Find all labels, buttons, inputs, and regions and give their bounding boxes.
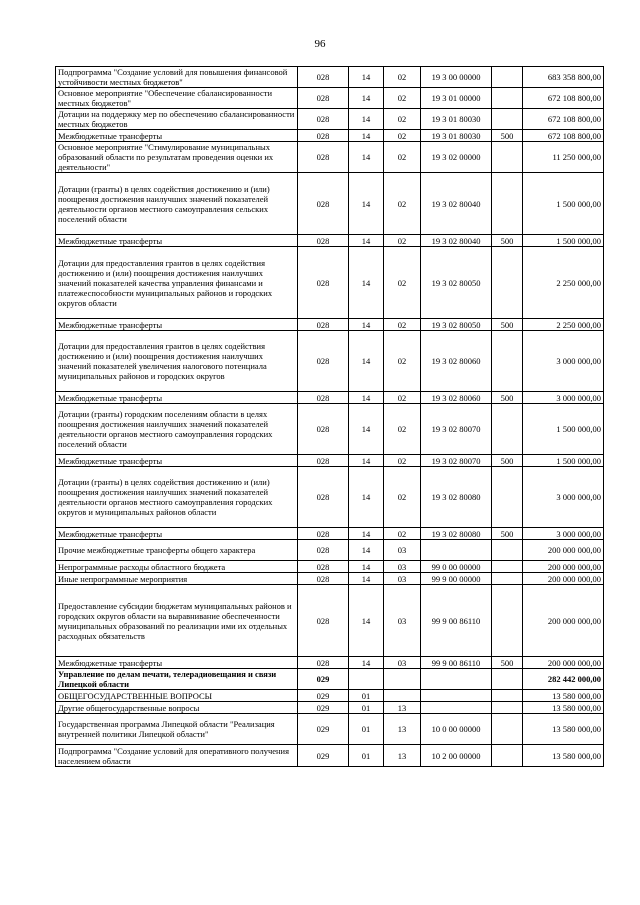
row-section-code: 14: [349, 173, 384, 235]
row-expense-type-code: [492, 690, 523, 702]
row-target-article-code: [421, 702, 492, 714]
row-target-article-code: [421, 690, 492, 702]
row-expense-type-code: 500: [492, 130, 523, 142]
row-ved-code: 029: [298, 714, 349, 745]
row-expense-type-code: 500: [492, 319, 523, 331]
row-section-code: 14: [349, 247, 384, 319]
row-section-code: 14: [349, 88, 384, 109]
row-expense-type-code: [492, 585, 523, 657]
row-ved-code: 028: [298, 67, 349, 88]
table-row: [56, 455, 604, 467]
row-subsection-code: 03: [384, 573, 421, 585]
row-subsection-code: [384, 669, 421, 690]
row-subsection-code: 02: [384, 467, 421, 528]
row-ved-code: 029: [298, 690, 349, 702]
row-section-code: 14: [349, 528, 384, 540]
table-row: [56, 173, 604, 235]
row-amount: 2 250 000,00: [523, 319, 604, 331]
row-target-article-code: 99 9 00 86110: [421, 657, 492, 669]
row-amount: 672 108 800,00: [523, 109, 604, 130]
table-row: [56, 404, 604, 455]
row-amount: 672 108 800,00: [523, 130, 604, 142]
row-amount: 3 000 000,00: [523, 528, 604, 540]
row-target-article-code: 19 3 02 80070: [421, 455, 492, 467]
row-expense-type-code: [492, 173, 523, 235]
row-name: Иные непрограммные мероприятия: [56, 573, 298, 585]
row-section-code: 14: [349, 404, 384, 455]
row-target-article-code: 99 0 00 00000: [421, 561, 492, 573]
row-subsection-code: 02: [384, 130, 421, 142]
row-expense-type-code: [492, 467, 523, 528]
row-ved-code: 028: [298, 540, 349, 561]
row-amount: 200 000 000,00: [523, 540, 604, 561]
row-amount: 1 500 000,00: [523, 235, 604, 247]
row-expense-type-code: [492, 247, 523, 319]
row-ved-code: 028: [298, 657, 349, 669]
row-name: Дотации (гранты) в целях содействия достижению и (или) поощрения достижения наилучших значений показателей деятельности органов местного самоуправления сельских поселений области: [56, 173, 298, 235]
row-target-article-code: [421, 540, 492, 561]
row-ved-code: 028: [298, 404, 349, 455]
row-section-code: 14: [349, 540, 384, 561]
row-section-code: 14: [349, 235, 384, 247]
row-section-code: 14: [349, 130, 384, 142]
table-row: [56, 142, 604, 173]
table-row: [56, 561, 604, 573]
row-amount: 1 500 000,00: [523, 173, 604, 235]
table-row: [56, 714, 604, 745]
row-name: Другие общегосударственные вопросы: [56, 702, 298, 714]
table-row: [56, 331, 604, 392]
row-ved-code: 028: [298, 130, 349, 142]
row-name: Дотации (гранты) в целях содействия достижению и (или) поощрения достижения наилучших значений показателей деятельности органов местного самоуправления городских округов и муниципальных районов области: [56, 467, 298, 528]
row-target-article-code: 19 3 00 00000: [421, 67, 492, 88]
row-subsection-code: 02: [384, 173, 421, 235]
table-row: [56, 540, 604, 561]
row-expense-type-code: 500: [492, 392, 523, 404]
table-row: [56, 109, 604, 130]
row-name: Непрограммные расходы областного бюджета: [56, 561, 298, 573]
row-subsection-code: 03: [384, 657, 421, 669]
row-ved-code: 028: [298, 247, 349, 319]
row-name: Межбюджетные трансферты: [56, 528, 298, 540]
row-section-code: 14: [349, 142, 384, 173]
row-section-code: 14: [349, 331, 384, 392]
row-expense-type-code: [492, 714, 523, 745]
row-subsection-code: 02: [384, 455, 421, 467]
row-name: Государственная программа Липецкой области "Реализация внутренней политики Липецкой области": [56, 714, 298, 745]
row-ved-code: 028: [298, 455, 349, 467]
row-amount: 3 000 000,00: [523, 392, 604, 404]
row-expense-type-code: [492, 573, 523, 585]
row-target-article-code: 19 3 02 80040: [421, 235, 492, 247]
table-row: [56, 657, 604, 669]
row-section-code: 01: [349, 690, 384, 702]
row-name: Межбюджетные трансферты: [56, 392, 298, 404]
row-amount: 683 358 800,00: [523, 67, 604, 88]
row-target-article-code: 19 3 02 80050: [421, 319, 492, 331]
row-expense-type-code: [492, 669, 523, 690]
row-target-article-code: 19 3 02 80060: [421, 392, 492, 404]
row-subsection-code: 02: [384, 142, 421, 173]
row-name: Прочие межбюджетные трансферты общего характера: [56, 540, 298, 561]
row-ved-code: 029: [298, 669, 349, 690]
row-section-code: 14: [349, 585, 384, 657]
row-subsection-code: 02: [384, 331, 421, 392]
row-subsection-code: 02: [384, 247, 421, 319]
row-target-article-code: [421, 669, 492, 690]
row-amount: 13 580 000,00: [523, 714, 604, 745]
table-row: [56, 528, 604, 540]
row-name: Управление по делам печати, телерадиовещания и связи Липецкой области: [56, 669, 298, 690]
row-ved-code: 028: [298, 331, 349, 392]
budget-table-body: [56, 67, 604, 767]
row-ved-code: 028: [298, 392, 349, 404]
row-section-code: 14: [349, 657, 384, 669]
row-amount: 3 000 000,00: [523, 467, 604, 528]
row-target-article-code: 19 3 02 80070: [421, 404, 492, 455]
table-row: [56, 702, 604, 714]
row-ved-code: 028: [298, 235, 349, 247]
row-section-code: 14: [349, 467, 384, 528]
row-ved-code: 028: [298, 319, 349, 331]
row-target-article-code: 19 3 01 80030: [421, 109, 492, 130]
row-subsection-code: [384, 690, 421, 702]
row-subsection-code: 02: [384, 404, 421, 455]
row-expense-type-code: [492, 142, 523, 173]
row-section-code: [349, 669, 384, 690]
row-amount: 13 580 000,00: [523, 745, 604, 767]
row-expense-type-code: [492, 404, 523, 455]
row-name: Межбюджетные трансферты: [56, 657, 298, 669]
row-expense-type-code: 500: [492, 235, 523, 247]
table-row: [56, 130, 604, 142]
row-name: ОБЩЕГОСУДАРСТВЕННЫЕ ВОПРОСЫ: [56, 690, 298, 702]
row-amount: 1 500 000,00: [523, 404, 604, 455]
row-ved-code: 028: [298, 142, 349, 173]
row-expense-type-code: [492, 540, 523, 561]
row-target-article-code: 19 3 02 80060: [421, 331, 492, 392]
row-amount: 1 500 000,00: [523, 455, 604, 467]
row-name: Межбюджетные трансферты: [56, 235, 298, 247]
row-ved-code: 028: [298, 109, 349, 130]
row-amount: 282 442 000,00: [523, 669, 604, 690]
page-number: 96: [314, 38, 326, 50]
row-subsection-code: 02: [384, 319, 421, 331]
row-subsection-code: 13: [384, 702, 421, 714]
table-row: [56, 573, 604, 585]
table-row: [56, 67, 604, 88]
row-subsection-code: 02: [384, 528, 421, 540]
row-target-article-code: 99 9 00 86110: [421, 585, 492, 657]
row-ved-code: 028: [298, 88, 349, 109]
row-amount: 11 250 000,00: [523, 142, 604, 173]
row-section-code: 14: [349, 109, 384, 130]
row-subsection-code: 03: [384, 585, 421, 657]
row-expense-type-code: 500: [492, 528, 523, 540]
row-ved-code: 028: [298, 561, 349, 573]
row-name: Межбюджетные трансферты: [56, 455, 298, 467]
table-row: [56, 669, 604, 690]
row-expense-type-code: [492, 702, 523, 714]
row-name: Дотации для предоставления грантов в целях содействия достижению и (или) поощрения достижения наилучших значений показателей качества управления финансами и платежеспособности муниципальных районов и городских округов области: [56, 247, 298, 319]
row-subsection-code: 02: [384, 67, 421, 88]
row-ved-code: 028: [298, 585, 349, 657]
row-section-code: 14: [349, 455, 384, 467]
row-target-article-code: 10 0 00 00000: [421, 714, 492, 745]
table-row: [56, 467, 604, 528]
row-name: Основное мероприятие "Стимулирование муниципальных образований области по результатам проведения оценки их деятельности": [56, 142, 298, 173]
row-name: Основное мероприятие "Обеспечение сбалансированности местных бюджетов": [56, 88, 298, 109]
row-ved-code: 028: [298, 173, 349, 235]
table-row: [56, 247, 604, 319]
row-subsection-code: 03: [384, 561, 421, 573]
row-amount: 200 000 000,00: [523, 657, 604, 669]
row-amount: 200 000 000,00: [523, 573, 604, 585]
row-amount: 200 000 000,00: [523, 561, 604, 573]
table-row: [56, 88, 604, 109]
row-name: Подпрограмма "Создание условий для повышения финансовой устойчивости местных бюджетов": [56, 67, 298, 88]
table-row: [56, 319, 604, 331]
row-ved-code: 028: [298, 528, 349, 540]
row-expense-type-code: [492, 561, 523, 573]
row-target-article-code: 19 3 02 80080: [421, 467, 492, 528]
row-target-article-code: 19 3 02 80050: [421, 247, 492, 319]
row-expense-type-code: 500: [492, 657, 523, 669]
row-subsection-code: 02: [384, 235, 421, 247]
row-section-code: 14: [349, 319, 384, 331]
row-ved-code: 028: [298, 573, 349, 585]
row-expense-type-code: [492, 67, 523, 88]
row-subsection-code: 02: [384, 109, 421, 130]
row-subsection-code: 13: [384, 714, 421, 745]
row-amount: 2 250 000,00: [523, 247, 604, 319]
row-expense-type-code: [492, 88, 523, 109]
row-subsection-code: 02: [384, 392, 421, 404]
row-section-code: 14: [349, 392, 384, 404]
row-amount: 13 580 000,00: [523, 690, 604, 702]
row-expense-type-code: 500: [492, 455, 523, 467]
row-section-code: 01: [349, 702, 384, 714]
row-target-article-code: 10 2 00 00000: [421, 745, 492, 767]
row-ved-code: 029: [298, 702, 349, 714]
row-ved-code: 028: [298, 467, 349, 528]
table-row: [56, 690, 604, 702]
row-amount: 200 000 000,00: [523, 585, 604, 657]
row-section-code: 14: [349, 67, 384, 88]
row-target-article-code: 99 9 00 00000: [421, 573, 492, 585]
row-section-code: 01: [349, 714, 384, 745]
row-subsection-code: 02: [384, 88, 421, 109]
row-subsection-code: 13: [384, 745, 421, 767]
row-name: Подпрограмма "Создание условий для оперативного получения населением области: [56, 745, 298, 767]
row-amount: 13 580 000,00: [523, 702, 604, 714]
row-name: Межбюджетные трансферты: [56, 319, 298, 331]
row-target-article-code: 19 3 01 00000: [421, 88, 492, 109]
row-expense-type-code: [492, 331, 523, 392]
row-ved-code: 029: [298, 745, 349, 767]
table-row: [56, 235, 604, 247]
row-target-article-code: 19 3 02 00000: [421, 142, 492, 173]
row-amount: 672 108 800,00: [523, 88, 604, 109]
row-name: Дотации для предоставления грантов в целях содействия достижению и (или) поощрения достижения наилучших значений показателей увеличения налогового потенциала муниципальных районов и городских округов: [56, 331, 298, 392]
row-section-code: 14: [349, 561, 384, 573]
row-section-code: 01: [349, 745, 384, 767]
row-name: Межбюджетные трансферты: [56, 130, 298, 142]
row-name: Предоставление субсидии бюджетам муниципальных районов и городских округов области на выравнивание обеспеченности муниципальных образований по реализации ими их отдельных расходных обязательств: [56, 585, 298, 657]
row-target-article-code: 19 3 01 80030: [421, 130, 492, 142]
row-subsection-code: 03: [384, 540, 421, 561]
row-expense-type-code: [492, 745, 523, 767]
row-expense-type-code: [492, 109, 523, 130]
row-amount: 3 000 000,00: [523, 331, 604, 392]
table-row: [56, 585, 604, 657]
row-name: Дотации (гранты) городским поселениям области в целях поощрения достижения наилучших значений показателей деятельности органов местного самоуправления городских поселений области: [56, 404, 298, 455]
row-name: Дотации на поддержку мер по обеспечению сбалансированности местных бюджетов: [56, 109, 298, 130]
table-row: [56, 745, 604, 767]
budget-table: [55, 66, 604, 767]
row-target-article-code: 19 3 02 80080: [421, 528, 492, 540]
row-section-code: 14: [349, 573, 384, 585]
row-target-article-code: 19 3 02 80040: [421, 173, 492, 235]
table-row: [56, 392, 604, 404]
